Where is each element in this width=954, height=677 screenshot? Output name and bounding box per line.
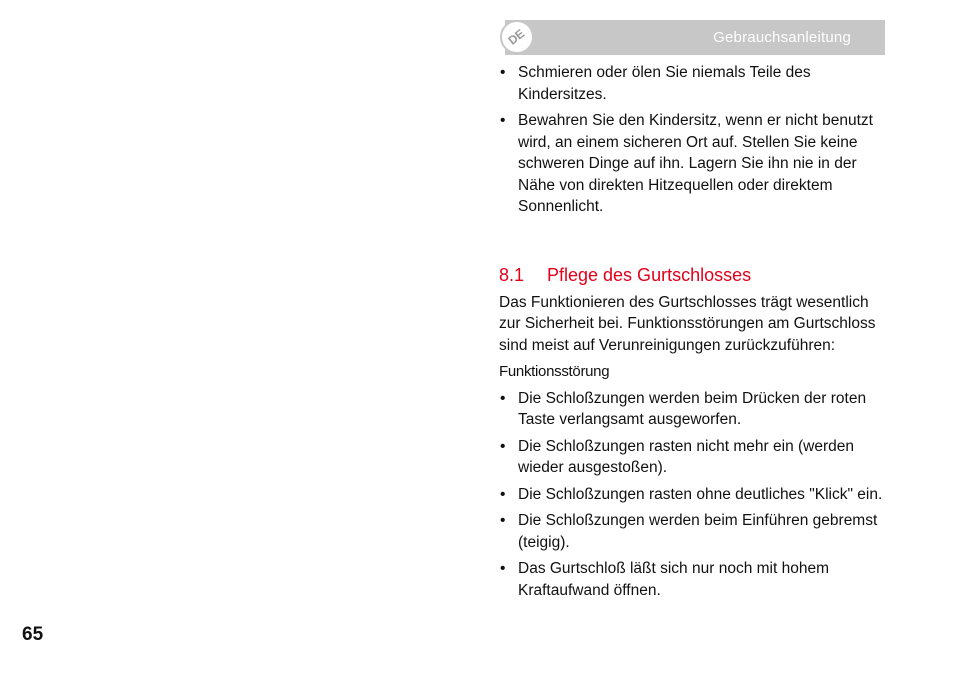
malfunction-bullet-list <box>499 388 891 602</box>
section-paragraph: Das Funktionieren des Gurtschlosses trägt wesentlich zur Sicherheit bei. Funktionsstörungen am Gurtschloss sind meist auf Verunreinigungen zurückzuführen: <box>499 293 876 354</box>
list-item: • Die Schloßzungen werden beim Drücken der roten Taste verlangsamt ausgeworfen. <box>499 388 891 431</box>
section-title: Pflege des Gurtschlosses <box>547 264 752 285</box>
language-badge <box>500 20 534 54</box>
header-band <box>505 20 885 55</box>
subheading: Funktionsstörung <box>499 363 610 380</box>
list-item: • Die Schloßzungen rasten nicht mehr ein (werden wieder ausgestoßen). <box>499 436 891 479</box>
header-title: Gebrauchsanleitung <box>713 29 851 46</box>
list-item: • Das Gurtschloß läßt sich nur noch mit hohem Kraftaufwand öffnen. <box>499 558 891 601</box>
list-item: • Die Schloßzungen werden beim Einführen gebremst (teigig). <box>499 510 891 553</box>
list-item: • Schmieren oder ölen Sie niemals Teile des Kindersitzes. <box>499 62 891 105</box>
page-number: 65 <box>22 624 44 645</box>
list-item: • Die Schloßzungen rasten ohne deutliches "Klick" ein. <box>499 484 891 506</box>
main-content <box>499 62 891 606</box>
list-item: • Bewahren Sie den Kindersitz, wenn er nicht benutzt wird, an einem sicheren Ort auf. Stellen Sie keine schweren Dinge auf ihn. Lagern Sie ihn nie in der Nähe von direkten Hitzequellen oder direktem Sonnenlicht. <box>499 110 891 218</box>
section-heading <box>499 263 891 287</box>
language-code: DE <box>505 26 528 48</box>
section-number: 8.1 <box>499 264 525 285</box>
intro-bullet-list <box>499 62 891 218</box>
